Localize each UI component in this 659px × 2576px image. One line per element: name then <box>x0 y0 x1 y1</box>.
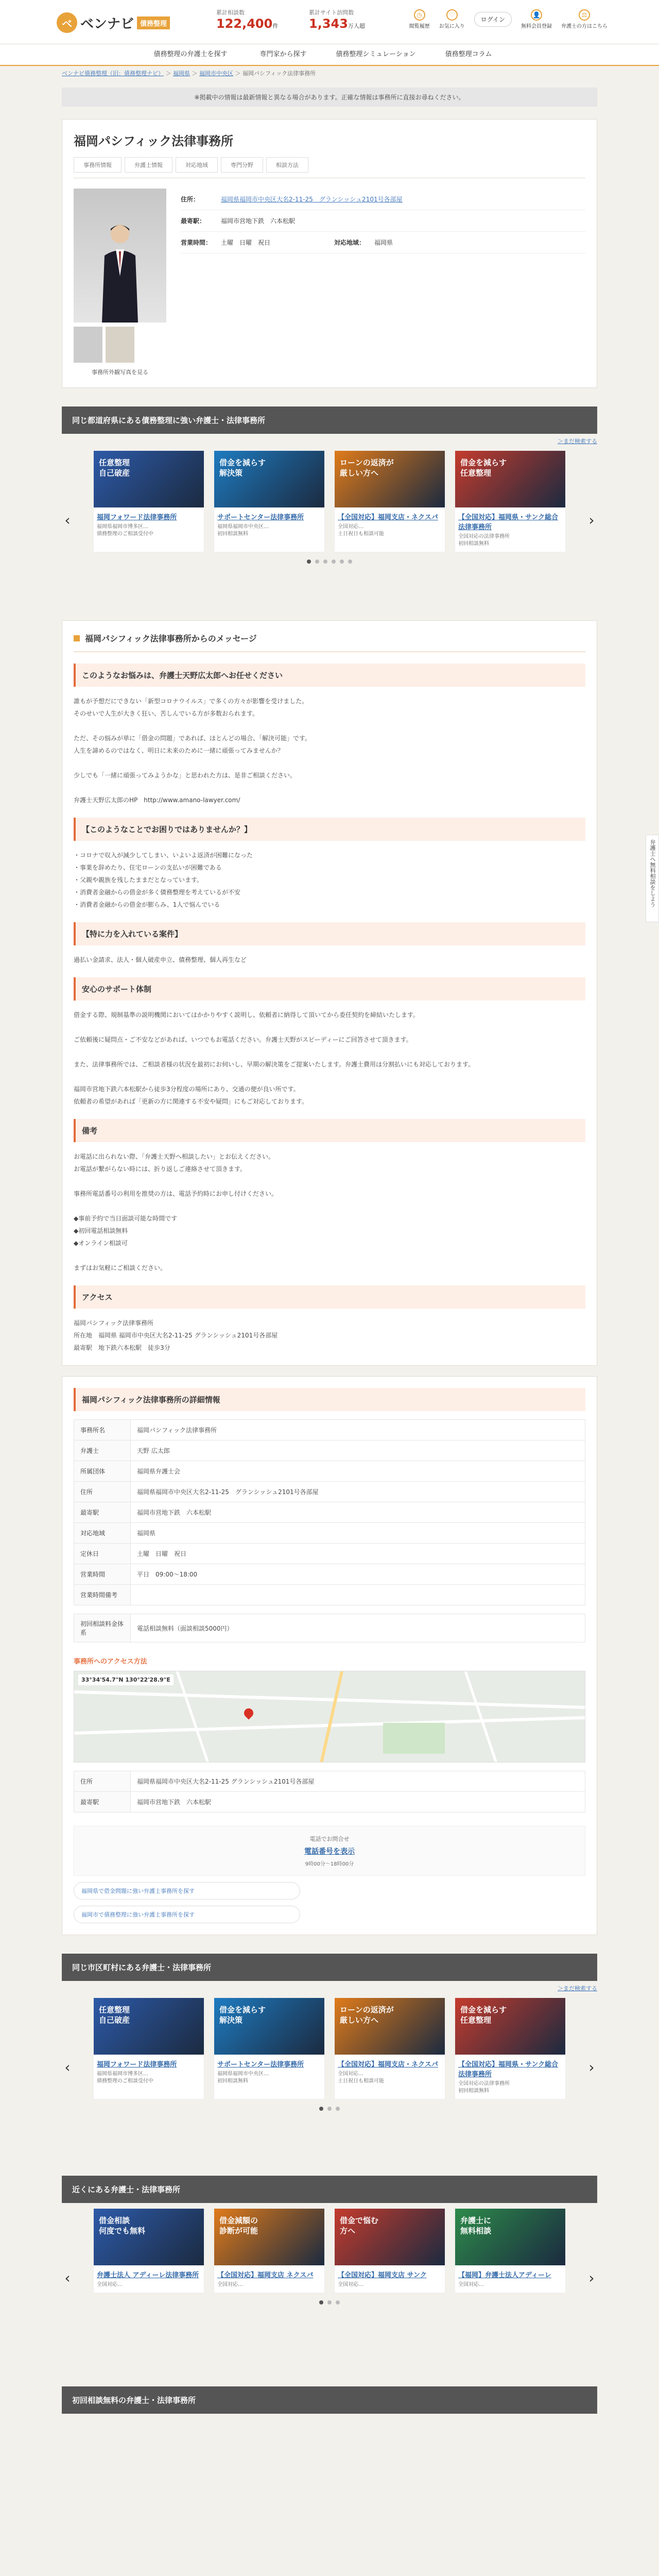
nav-by-expert[interactable]: 専門家から探す <box>259 50 307 58</box>
ad-banner-text: 任意整理 自己破産 <box>99 458 130 478</box>
area-label: 対応地域： <box>334 239 366 246</box>
carousel-nearby <box>62 2208 597 2368</box>
carousel-dot[interactable] <box>323 560 327 564</box>
ad-description: 全国対応… <box>458 2282 484 2287</box>
breadcrumb-city[interactable]: 福岡市中央区 <box>199 70 233 77</box>
carousel-dot[interactable] <box>340 560 344 564</box>
history-button[interactable]: ◷ 閲覧履歴 <box>409 9 430 29</box>
ad-description: 福岡県福岡市中央区… 初回相談無料 <box>217 524 269 537</box>
carousel-dot[interactable] <box>319 2300 323 2304</box>
ad-banner-text: 弁護士に 無料相談 <box>460 2216 492 2235</box>
access-map[interactable] <box>74 1671 585 1762</box>
hours-label: 営業時間： <box>181 239 212 246</box>
section-free-consult: 初回相談無料の弁護士・法律事務所 <box>62 2386 597 2414</box>
nav-find-lawyer[interactable]: 債務整理の弁護士を探す <box>153 50 228 58</box>
message-sub-heading: 【このようなことでお困りではありませんか？】 <box>74 818 585 841</box>
section-same-pref: 同じ都道府県にある債務整理に強い弁護士・法律事務所 <box>62 406 597 434</box>
carousel-dot[interactable] <box>327 2300 332 2304</box>
carousel-dots <box>62 560 597 564</box>
table-row <box>74 1482 585 1502</box>
lawyer-ad-card[interactable] <box>93 1997 204 2099</box>
ad-description: 福岡県福岡市中央区… 初回相談無料 <box>217 2071 269 2084</box>
chevron-right-icon[interactable]: › <box>588 2269 595 2286</box>
map-coordinates: 33°34'54.7"N 130°22'28.9"E <box>78 1674 174 1685</box>
tab-area[interactable]: 対応地域 <box>176 157 218 173</box>
ad-description: 全国対応の法律事務所 初回相談無料 <box>458 2081 510 2094</box>
carousel-dot[interactable] <box>307 560 311 564</box>
table-row: 住所 福岡県福岡市中央区大名2-11-25 グランシッシュ2101号各部屋 <box>74 1771 585 1792</box>
ad-firm-name[interactable]: 【全国対応】福岡県・サンク総合法律事務所 <box>458 514 559 531</box>
ad-banner-text: ローンの返済が 厳しい方へ <box>340 2005 394 2025</box>
ad-banner-text: 借金を減らす 任意整理 <box>460 2005 507 2025</box>
detail-value: 福岡県弁護士会 <box>131 1461 585 1482</box>
detail-value: 福岡市営地下鉄 六本松駅 <box>131 1502 585 1523</box>
detail-key: 所属団体 <box>74 1461 131 1482</box>
message-sub-heading: このようなお悩みは、弁護士天野広太郎へお任せください <box>74 664 585 687</box>
ad-firm-name[interactable]: 福岡フォワード法律事務所 <box>97 2061 177 2069</box>
message-body: 過払い金請求、法人・個人破産申立、債務整理、個人再生など <box>74 956 247 963</box>
lawyer-ad-card[interactable] <box>214 1997 325 2099</box>
show-phone-button[interactable]: 電話番号を表示 <box>304 1848 355 1856</box>
carousel-dot[interactable] <box>315 560 319 564</box>
lawyer-ad-card[interactable] <box>334 2208 445 2293</box>
detail-value <box>131 1585 585 1605</box>
photo-thumb[interactable] <box>74 327 102 363</box>
ad-banner-image <box>214 451 324 507</box>
logo-badge: 債務整理 <box>137 16 170 29</box>
message-sub-heading: アクセス <box>74 1285 585 1309</box>
table-row <box>74 1564 585 1585</box>
carousel-dot[interactable] <box>336 2300 340 2304</box>
ad-banner-image <box>94 2209 204 2265</box>
lawyer-ad-card[interactable] <box>455 1997 566 2099</box>
carousel-dot[interactable] <box>348 560 352 564</box>
lawyer-link[interactable]: ⚖ 弁護士の方はこちら <box>561 9 608 29</box>
message-sub-heading: 【特に力を入れている案件】 <box>74 922 585 945</box>
lawyer-ad-card[interactable] <box>93 450 204 552</box>
access-table <box>74 1771 585 1812</box>
chevron-left-icon[interactable]: ‹ <box>64 2058 71 2076</box>
register-button[interactable]: 👤 無料会員登録 <box>521 9 552 29</box>
section-nearby: 近くにある弁護士・法律事務所 <box>62 2176 597 2203</box>
detail-value: 平日 09:00〜18:00 <box>131 1564 585 1585</box>
breadcrumb: ベンナビ債務整理（旧：債務整理ナビ） ＞ 福岡県 ＞ 福岡市中央区 ＞ 福岡パシフィック法律事務所 <box>0 66 659 80</box>
table-row <box>74 1585 585 1605</box>
phone-box: 電話でお問合せ 電話番号を表示 9時00分～18時00分 <box>74 1826 585 1876</box>
ad-firm-name[interactable]: 【全国対応】福岡県・サンク総合法律事務所 <box>458 2061 559 2078</box>
ad-description: 全国対応… <box>217 2282 243 2287</box>
breadcrumb-current: 福岡パシフィック法律事務所 <box>242 70 316 77</box>
detail-key: 営業時間 <box>74 1564 131 1585</box>
photo-thumbnails <box>74 327 166 363</box>
ad-banner-image <box>455 451 565 507</box>
carousel-dot[interactable] <box>332 560 336 564</box>
ad-firm-name[interactable]: 【全国対応】福岡支店 ネクスパ <box>217 2272 314 2279</box>
ad-description: 福岡県福岡市博多区… 債務整理のご相談受付中 <box>97 2071 153 2084</box>
breadcrumb-pref[interactable]: 福岡県 <box>173 70 190 77</box>
briefcase-icon: ⚖ <box>579 9 590 21</box>
ad-banner-text: 借金を減らす 任意整理 <box>460 458 507 478</box>
ad-banner-text: ローンの返済が 厳しい方へ <box>340 458 394 478</box>
ad-banner-text: 借金で悩む 方へ <box>340 2216 379 2235</box>
detail-key: 定休日 <box>74 1544 131 1564</box>
area-value: 福岡県 <box>374 239 393 246</box>
more-search-link[interactable]: ＞まだ検索する <box>558 438 597 445</box>
tab-specialty[interactable]: 専門分野 <box>221 157 263 173</box>
ad-firm-name[interactable]: 【福岡】弁護士法人アディーレ <box>458 2272 551 2279</box>
square-icon <box>74 635 80 641</box>
stat-consultations: 累計相談数 122,400件 <box>216 9 279 31</box>
lawyer-photo[interactable] <box>74 189 166 323</box>
firm-tabs <box>74 157 585 178</box>
station-value: 福岡市営地下鉄 六本松駅 <box>221 217 296 225</box>
tab-method[interactable]: 相談方法 <box>266 157 308 173</box>
carousel-dot[interactable] <box>336 2107 340 2111</box>
carousel-dots <box>62 2300 597 2304</box>
detail-key: 最寄駅 <box>74 1502 131 1523</box>
ad-banner-text: 借金相談 何度でも無料 <box>99 2216 146 2235</box>
ad-firm-name[interactable]: サポートセンター法律事務所 <box>217 514 304 521</box>
search-link-pref[interactable]: 福岡県で借金問題に強い弁護士事務所を探す <box>74 1882 300 1900</box>
table-row <box>74 1544 585 1564</box>
message-body: 誰もが予想だにできない「新型コロナウイルス」で多くの方々が影響を受けました。 そのせいで人生が大きく狂い、苦しんでいる方が多数おられます。 ただ、その悩みが単に「借金の問題」であれば、ほとんどの場合、「解決可能」です。 人生を諦めるのではなく、明日に未来のために一緒に頑張ってみませんか？ 少しでも「一緒に頑張ってみようかな」と思われた方は、是非ご相談ください。 弁護士天野広太郎のHP http://www.amano-lawyer.com/ <box>74 698 311 804</box>
heart-icon: ♡ <box>446 9 458 21</box>
firm-summary <box>181 189 585 376</box>
more-search-link[interactable]: ＞まだ検索する <box>558 1985 597 1992</box>
ad-banner-image <box>455 1998 565 2055</box>
ad-firm-name[interactable]: 弁護士法人 アディーレ法律事務所 <box>97 2272 199 2279</box>
table-row <box>74 1523 585 1544</box>
nav-simulation[interactable]: 債務整理シミュレーション <box>336 50 416 58</box>
detail-value: 土曜 日曜 祝日 <box>131 1544 585 1564</box>
firm-card <box>62 119 597 388</box>
detail-value: 天野 広太郎 <box>131 1440 585 1461</box>
detail-key: 対応地域 <box>74 1523 131 1544</box>
main-nav <box>0 44 659 66</box>
ad-description: 全国対応… <box>338 2282 363 2287</box>
ad-banner-image <box>94 1998 204 2055</box>
hours-value: 土曜 日曜 祝日 <box>221 239 271 246</box>
table-row <box>74 1502 585 1523</box>
carousel-dot[interactable] <box>319 2107 323 2111</box>
tab-office[interactable]: 事務所情報 <box>74 157 122 173</box>
detail-value: 福岡パシフィック法律事務所 <box>131 1420 585 1440</box>
table-row <box>74 1420 585 1440</box>
detail-key: 弁護士 <box>74 1440 131 1461</box>
ad-banner-image <box>94 451 204 507</box>
message-body: 借金する際、規制基準の説明機関においてはかかりやすく説明し、依頼者に納得して頂いてから委任契約を締結いたします。 ご依頼後に疑問点・ご不安などがあれば、いつでもお電話ください。弁護士天野がスピーディーにご回答させて頂きます。 また、法律事務所では、ご相談者様の状況を最初にお伺いし、早期の解決策をご提案いたします。弁護士費用は分割払いにも対応しております。 福岡市営地下鉄六本松駅から徒歩3分程度の場所にあり、交通の便が良い所です。 依頼者の希望があれば「更新の方に関連する不安や疑問」にもご対応しております。 <box>74 1011 475 1105</box>
message-body: 福岡パシフィック法律事務所 所在地 福岡県 福岡市中央区大名2-11-25 グランシッシュ2101号各部屋 最寄駅 地下鉄六本松駅 徒歩3分 <box>74 1319 278 1351</box>
lawyer-ad-card[interactable] <box>455 2208 566 2293</box>
notice-banner: ※掲載中の情報は最新情報と異なる場合があります。正確な情報は事務所に直接お尋ねください。 <box>62 88 597 107</box>
detail-heading: 福岡パシフィック法律事務所の詳細情報 <box>74 1388 585 1411</box>
ad-firm-name[interactable]: 【全国対応】福岡支店・ネクスパ <box>338 514 438 521</box>
more-photo-link[interactable]: 事務所外観写真を見る <box>92 369 148 376</box>
detail-key: 事務所名 <box>74 1420 131 1440</box>
lawyer-ad-card[interactable] <box>334 450 445 552</box>
logo[interactable] <box>57 12 170 33</box>
logo-mark-icon: ベ <box>57 12 77 33</box>
detail-table <box>74 1419 585 1605</box>
nav-column[interactable]: 債務整理コラム <box>445 50 492 58</box>
site-header <box>0 0 659 44</box>
carousel-dot[interactable] <box>327 2107 332 2111</box>
ad-banner-image <box>214 2209 324 2265</box>
photo-thumb[interactable] <box>106 327 134 363</box>
section-same-city: 同じ市区町村にある弁護士・法律事務所 <box>62 1954 597 1981</box>
lawyer-ad-card[interactable] <box>334 1997 445 2099</box>
ad-banner-image <box>335 1998 445 2055</box>
table-row: 最寄駅 福岡市営地下鉄 六本松駅 <box>74 1792 585 1812</box>
message-body: お電話に出られない際、「弁護士天野へ相談したい」とお伝えください。 お電話が繋がらない時には、折り返しご連絡させて頂きます。 事務所電話番号の利用を推奨の方は、電話予約時にお申し付けください。 ◆事前予約で当日面談可能な時間です ◆初回電話相談無料 ◆オンライン相談可 まずはお気軽にご相談ください。 <box>74 1153 278 1272</box>
table-row <box>74 1440 585 1461</box>
clock-icon: ◷ <box>414 9 425 21</box>
ad-firm-name[interactable]: サポートセンター法律事務所 <box>217 2061 304 2069</box>
header-icons <box>409 9 608 29</box>
message-body: ・コロナで収入が減少してしまい、いよいよ返済が困難になった ・事業を辞めたり、住宅ローンの支払いが困難である ・父親や親族を残したままだとなっています。 ・消費者金融からの借金が多く債務整理を考えているが不安 ・消費者金融からの借金が膨らみ、1人で悩んでいる <box>74 852 253 908</box>
ad-description: 全国対応… 土日祝日も相談可能 <box>338 524 384 537</box>
carousel-dots <box>62 2107 597 2111</box>
detail-card <box>62 1376 597 1935</box>
ad-description: 福岡県福岡市博多区… 債務整理のご相談受付中 <box>97 524 153 537</box>
ad-banner-text: 任意整理 自己破産 <box>99 2005 130 2025</box>
ad-banner-text: 借金を減らす 解決策 <box>219 2005 266 2025</box>
message-sub-heading: 備考 <box>74 1119 585 1142</box>
lawyer-ad-card[interactable] <box>93 2208 204 2293</box>
login-button[interactable]: ログイン <box>474 12 512 27</box>
ad-banner-image <box>455 2209 565 2265</box>
station-label: 最寄駅： <box>181 217 206 225</box>
lawyer-figure-icon <box>99 219 141 323</box>
fee-table <box>74 1614 585 1642</box>
logo-text: ベンナビ <box>80 16 134 32</box>
ad-banner-image <box>335 2209 445 2265</box>
tab-lawyer[interactable]: 弁護士情報 <box>125 157 172 173</box>
table-row: 初回相談料金体系 電話相談無料（面談相談5000円） <box>74 1614 585 1642</box>
chevron-left-icon[interactable]: ‹ <box>64 511 71 529</box>
detail-value: 福岡県 <box>131 1523 585 1544</box>
address-label: 住所： <box>181 196 200 203</box>
ad-banner-image <box>214 1998 324 2055</box>
address-value[interactable]: 福岡県福岡市中央区大名2-11-25 グランシッシュ2101号各部屋 <box>221 196 403 203</box>
page-title: 福岡パシフィック法律事務所 <box>74 134 234 148</box>
detail-value: 福岡県福岡市中央区大名2-11-25 グランシッシュ2101号各部屋 <box>131 1482 585 1502</box>
chevron-right-icon[interactable]: › <box>588 511 595 529</box>
lawyer-ad-card[interactable] <box>214 450 325 552</box>
floating-consult-tab[interactable]: 弁護士へ無料相談をしよう <box>646 835 659 922</box>
message-card <box>62 620 597 1366</box>
ad-banner-image <box>335 451 445 507</box>
breadcrumb-home[interactable]: ベンナビ債務整理（旧：債務整理ナビ） <box>62 70 164 77</box>
search-link-city[interactable]: 福岡市で債務整理に強い弁護士事務所を探す <box>74 1906 300 1923</box>
ad-description: 全国対応の法律事務所 初回相談無料 <box>458 534 510 547</box>
detail-key: 営業時間備考 <box>74 1585 131 1605</box>
stat-visits: 累計サイト訪問数 1,343万人超 <box>309 9 365 31</box>
lawyer-ad-card[interactable] <box>214 2208 325 2293</box>
carousel-same-pref <box>62 450 597 610</box>
ad-description: 全国対応… <box>97 2282 123 2287</box>
favorites-button[interactable]: ♡ お気に入り <box>439 9 465 29</box>
carousel-same-city <box>62 1997 597 2157</box>
message-heading: 福岡パシフィック法律事務所からのメッセージ <box>74 632 585 652</box>
ad-firm-name[interactable]: 【全国対応】福岡支店・ネクスパ <box>338 2061 438 2069</box>
ad-banner-text: 借金減額の 診断が可能 <box>219 2216 258 2235</box>
map-heading: 事務所へのアクセス方法 <box>74 1658 147 1666</box>
ad-description: 全国対応… 土日祝日も相談可能 <box>338 2071 384 2084</box>
table-row <box>74 1461 585 1482</box>
chevron-right-icon[interactable]: › <box>588 2058 595 2076</box>
user-icon: 👤 <box>531 9 542 21</box>
ad-banner-text: 借金を減らす 解決策 <box>219 458 266 478</box>
ad-firm-name[interactable]: 福岡フォワード法律事務所 <box>97 514 177 521</box>
message-sub-heading: 安心のサポート体制 <box>74 977 585 1001</box>
chevron-left-icon[interactable]: ‹ <box>64 2269 71 2286</box>
ad-firm-name[interactable]: 【全国対応】福岡支店 サンク <box>338 2272 427 2279</box>
lawyer-ad-card[interactable] <box>455 450 566 552</box>
detail-key: 住所 <box>74 1482 131 1502</box>
